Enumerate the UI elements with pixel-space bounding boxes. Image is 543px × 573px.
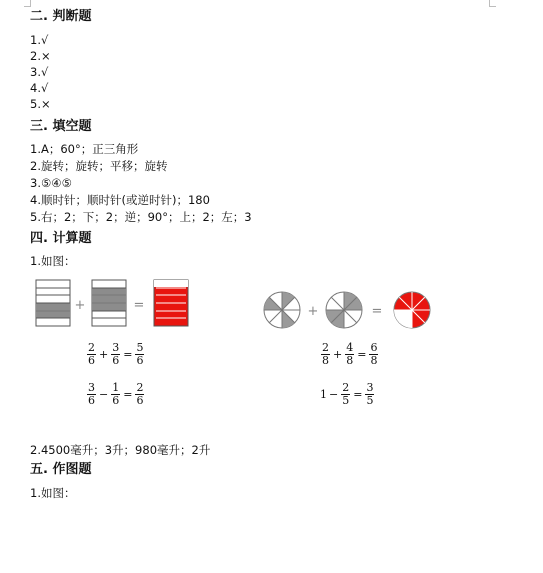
numerator: 5 [136,341,144,354]
denominator: 6 [88,394,95,407]
denominator: 6 [112,394,120,407]
numerator: 2 [88,341,95,354]
denominator: 6 [112,354,120,367]
denominator: 8 [322,354,329,367]
operator: + [333,348,343,361]
numerator: 6 [370,341,378,354]
equation-eighths-addition [320,342,379,367]
circle-four-eighths [326,292,362,328]
rect-two-sixths [36,280,70,326]
equals-sign: = [123,348,133,361]
fill-answer-2: 2.旋转；旋转；平移；旋转 [30,159,168,173]
section-title-calculation: 四. 计算题 [30,231,92,246]
denominator: 8 [370,354,378,367]
page-corner-mark-left-h [24,6,31,7]
judgement-answer-4: 4.√ [30,81,49,95]
section-title-judgement: 二. 判断题 [30,9,92,24]
fill-answer-3: 3.⑤④⑤ [30,176,72,190]
fraction-circles-diagram [258,285,438,337]
fraction [87,342,96,367]
numerator: 2 [342,381,350,394]
denominator: 6 [136,354,144,367]
judgement-answer-1: 1.√ [30,33,49,47]
circle-two-eighths [264,292,300,328]
plus-symbol: + [307,304,319,319]
fraction [135,382,144,407]
equals-sign: = [123,388,133,401]
equals-sign: = [357,348,367,361]
equation-fifths-subtraction [320,382,375,407]
fraction [365,382,374,407]
calc-answer-2: 2.4500毫升；3升；980毫升；2升 [30,443,211,457]
judgement-answer-2: 2.× [30,49,51,63]
numerator: 3 [88,381,95,394]
judgement-answer-3: 3.√ [30,65,49,79]
section-title-drawing: 五. 作图题 [30,462,92,477]
numerator: 2 [322,341,329,354]
denominator: 6 [136,394,144,407]
denominator: 5 [342,394,350,407]
judgement-answer-5: 5.× [30,97,51,111]
denominator: 5 [366,394,374,407]
numerator: 2 [136,381,144,394]
equation-sixths-addition [86,342,145,367]
numerator: 3 [112,341,120,354]
fraction [111,382,120,407]
fraction [135,342,144,367]
equals-sign: = [353,388,363,401]
section-title-fill-blank: 三. 填空题 [30,119,92,134]
operator: − [329,388,339,401]
rect-three-sixths [92,280,126,326]
equation-sixths-subtraction [86,382,145,407]
numerator: 1 [112,381,120,394]
fill-answer-4: 4.顺时针；顺时针(或逆时针)；180 [30,193,210,207]
fraction [345,342,354,367]
numerator: 4 [346,341,354,354]
calc-question-1-label: 1.如图： [30,254,76,268]
fraction [87,382,96,407]
operator: + [99,348,109,361]
denominator: 6 [88,354,95,367]
fraction [369,342,378,367]
denominator: 8 [346,354,354,367]
fraction [111,342,120,367]
fraction [341,382,350,407]
circle-six-eighths-red [394,292,430,328]
rect-five-sixths-red [154,280,188,326]
whole-number: 1 [320,388,327,401]
operator: − [99,388,109,401]
page-corner-mark-right-h [489,6,496,7]
equals-symbol: = [133,298,145,313]
fill-answer-1: 1.A；60°；正三角形 [30,142,139,156]
fraction-rectangles-diagram [35,278,195,330]
drawing-question-1-label: 1.如图： [30,486,76,500]
plus-symbol: + [74,298,86,313]
equals-symbol: = [371,304,383,319]
fill-answer-5: 5.右；2；下；2；逆；90°；上；2；左；3 [30,210,252,224]
fraction [321,342,330,367]
numerator: 3 [366,381,374,394]
